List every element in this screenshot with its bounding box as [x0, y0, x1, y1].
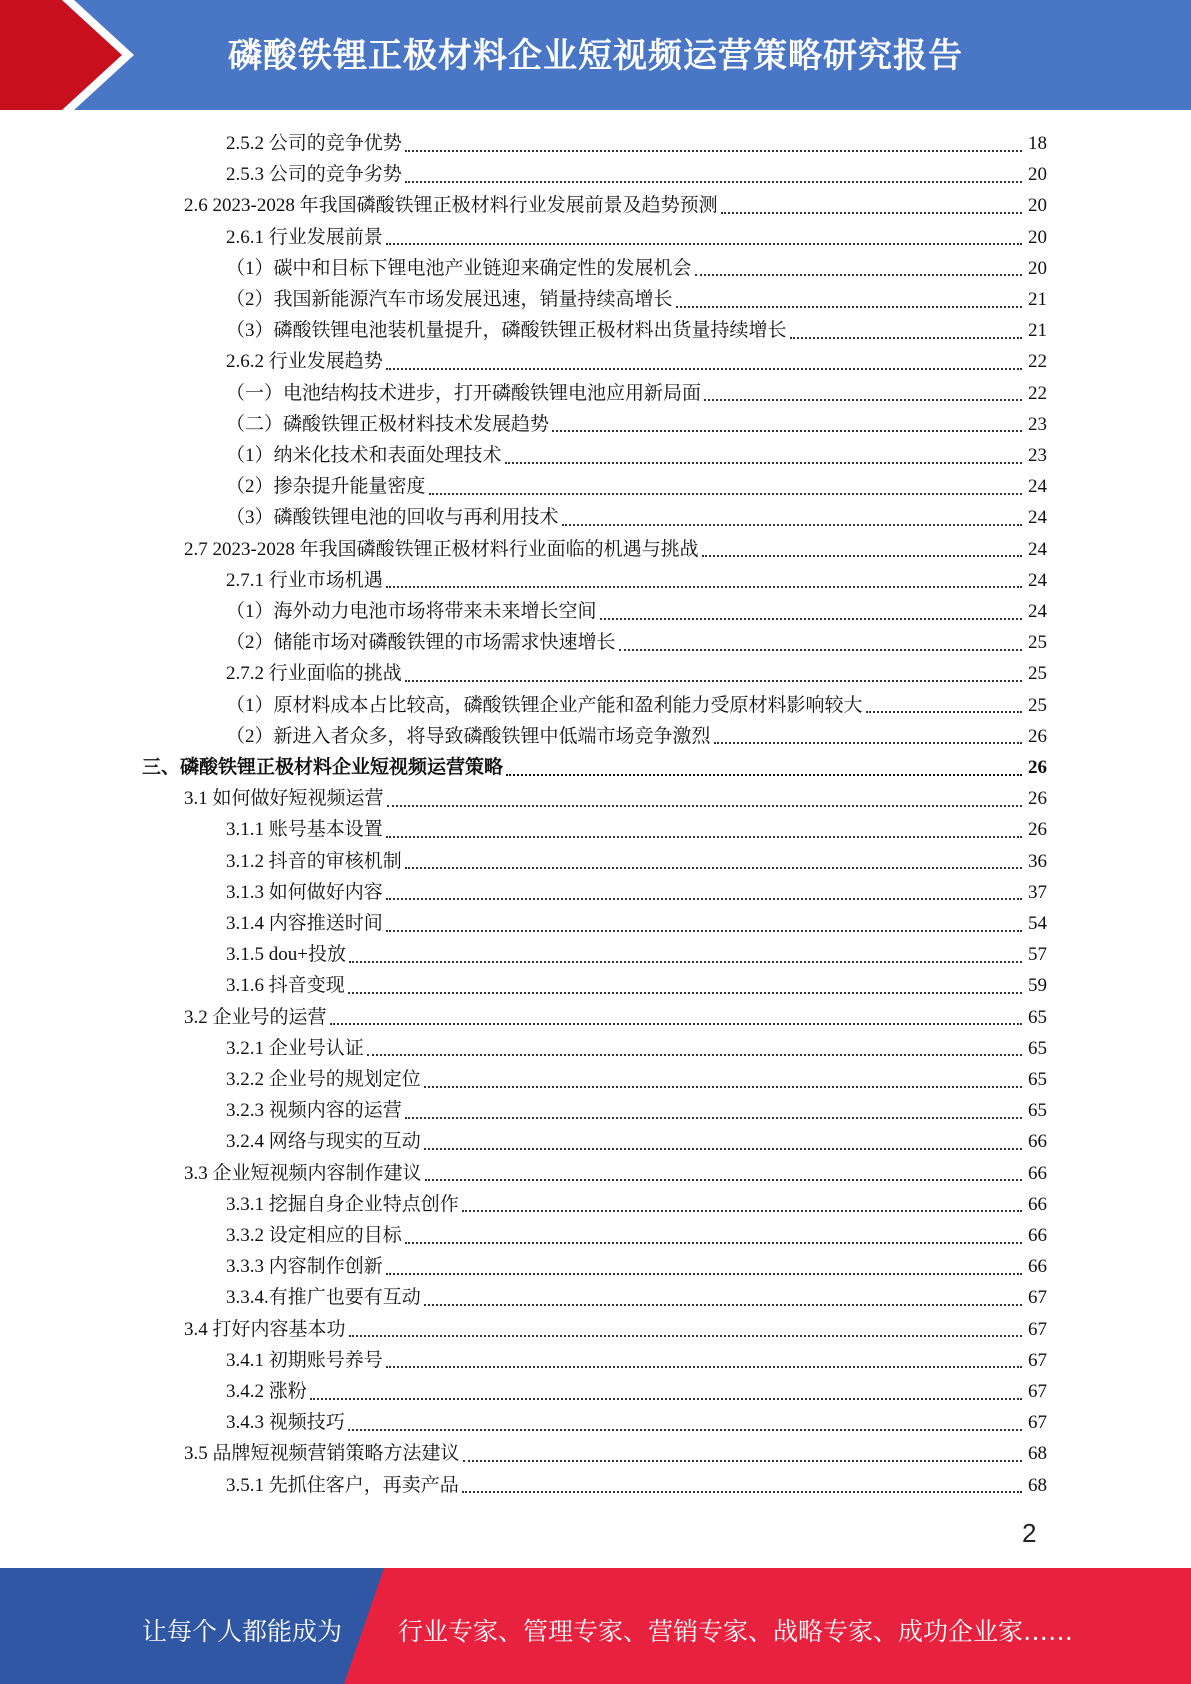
toc-entry-page: 20 — [1028, 257, 1047, 279]
toc-entry[interactable] — [184, 1002, 1047, 1033]
toc-entry[interactable] — [226, 721, 1047, 752]
report-title: 磷酸铁锂正极材料企业短视频运营策略研究报告 — [228, 36, 963, 76]
toc-entry-title: 2.6 2023-2028 年我国磷酸铁锂正极材料行业发展前景及趋势预测 — [184, 195, 718, 217]
toc-leader-dots — [424, 1148, 1022, 1150]
toc-entry-title: （2）储能市场对磷酸铁锂的市场需求快速增长 — [226, 632, 616, 654]
toc-entry-page: 65 — [1028, 1037, 1047, 1059]
header-arrow-decoration — [0, 0, 150, 110]
toc-leader-dots — [462, 1491, 1022, 1493]
toc-entry[interactable] — [184, 1314, 1047, 1345]
toc-entry-page: 66 — [1028, 1131, 1047, 1153]
toc-entry-page: 21 — [1028, 320, 1047, 342]
toc-entry[interactable] — [226, 565, 1047, 596]
toc-entry-title: 3.2.3 视频内容的运营 — [226, 1100, 402, 1122]
toc-leader-dots — [506, 774, 1022, 776]
toc-entry-title: 3.3.3 内容制作创新 — [226, 1256, 383, 1278]
toc-entry-page: 67 — [1028, 1349, 1047, 1371]
toc-entry[interactable] — [226, 1407, 1047, 1438]
toc-entry[interactable] — [226, 253, 1047, 284]
toc-entry-title: 3.2.4 网络与现实的互动 — [226, 1131, 421, 1153]
toc-entry[interactable] — [226, 1220, 1047, 1251]
toc-leader-dots — [463, 1460, 1022, 1462]
toc-entry-title: （2）我国新能源汽车市场发展迅速，销量持续高增长 — [226, 289, 673, 310]
toc-entry-page: 57 — [1028, 944, 1047, 966]
toc-entry-title: 3.1 如何做好短视频运营 — [184, 788, 384, 810]
toc-entry[interactable] — [226, 1095, 1047, 1126]
toc-leader-dots — [405, 1117, 1022, 1119]
toc-entry-page: 26 — [1028, 725, 1047, 747]
toc-entry-title: 3.4 打好内容基本功 — [184, 1318, 346, 1340]
toc-entry[interactable] — [226, 315, 1047, 346]
toc-entry-title: 3.1.1 账号基本设置 — [226, 819, 383, 841]
toc-entry[interactable] — [226, 690, 1047, 721]
toc-entry[interactable] — [226, 939, 1047, 970]
toc-leader-dots — [721, 212, 1022, 214]
page-number: 2 — [1022, 1518, 1037, 1548]
toc-leader-dots — [386, 243, 1022, 245]
toc-entry[interactable] — [226, 284, 1047, 315]
toc-leader-dots — [405, 150, 1022, 152]
toc-leader-dots — [386, 898, 1022, 900]
toc-entry-title: （2）新进入者众多，将导致磷酸铁锂中低端市场竞争激烈 — [226, 725, 711, 747]
toc-entry-title: 3.4.3 视频技巧 — [226, 1412, 345, 1434]
toc-leader-dots — [676, 306, 1022, 308]
toc-leader-dots — [619, 649, 1022, 651]
toc-entry-title: 三、磷酸铁锂正极材料企业短视频运营策略 — [142, 757, 504, 778]
toc-entry[interactable] — [184, 190, 1047, 221]
toc-entry-page: 20 — [1028, 164, 1047, 186]
toc-leader-dots — [349, 961, 1022, 963]
toc-entry-page: 23 — [1028, 413, 1047, 435]
toc-entry[interactable] — [226, 877, 1047, 908]
footer-slogan-right: 行业专家、管理专家、营销专家、战略专家、成功企业家…… — [398, 1617, 1074, 1646]
toc-entry-title: （1）海外动力电池市场将带来未来增长空间 — [226, 601, 597, 622]
toc-entry-title: （1）原材料成本占比较高，磷酸铁锂企业产能和盈利能力受原材料影响较大 — [226, 694, 863, 716]
toc-entry-page: 26 — [1028, 819, 1047, 841]
toc-entry[interactable] — [226, 471, 1047, 502]
toc-entry-page: 23 — [1028, 445, 1047, 466]
toc-leader-dots — [386, 586, 1022, 588]
toc-entry[interactable] — [226, 1126, 1047, 1157]
toc-entry-page: 24 — [1028, 569, 1047, 591]
toc-entry-title: （1）纳米化技术和表面处理技术 — [226, 445, 502, 466]
toc-entry-page: 66 — [1028, 1225, 1047, 1246]
toc-leader-dots — [462, 1210, 1022, 1212]
toc-entry-title: 3.3 企业短视频内容制作建议 — [184, 1162, 422, 1184]
toc-leader-dots — [600, 618, 1022, 620]
toc-entry-page: 21 — [1028, 289, 1047, 310]
toc-entry[interactable] — [226, 846, 1047, 877]
toc-entry-page: 67 — [1028, 1381, 1047, 1402]
toc-entry-title: 3.1.6 抖音变现 — [226, 975, 345, 997]
toc-leader-dots — [866, 711, 1022, 713]
toc-entry-title: 3.1.4 内容推送时间 — [226, 913, 383, 934]
toc-entry[interactable] — [226, 814, 1047, 845]
toc-entry[interactable] — [226, 627, 1047, 658]
toc-entry-page: 65 — [1028, 1100, 1047, 1122]
footer-slogan-left: 让每个人都能成为 — [142, 1617, 343, 1646]
toc-entry[interactable] — [184, 1438, 1047, 1469]
toc-entry[interactable] — [226, 346, 1047, 377]
toc-leader-dots — [562, 524, 1022, 526]
toc-entry[interactable] — [226, 1033, 1047, 1064]
toc-leader-dots — [386, 930, 1022, 932]
toc-entry-title: 3.2 企业号的运营 — [184, 1006, 327, 1028]
toc-entry-title: 2.6.1 行业发展前景 — [226, 226, 383, 248]
toc-entry[interactable] — [226, 378, 1047, 409]
toc-entry-page: 22 — [1028, 351, 1047, 373]
toc-entry-page: 24 — [1028, 601, 1047, 622]
toc-entry-title: 3.4.1 初期账号养号 — [226, 1349, 383, 1371]
toc-entry-page: 20 — [1028, 195, 1047, 217]
toc-entry-title: 3.2.2 企业号的规划定位 — [226, 1069, 421, 1090]
toc-entry[interactable] — [184, 783, 1047, 814]
toc-entry-title: 2.6.2 行业发展趋势 — [226, 351, 383, 373]
toc-leader-dots — [704, 399, 1022, 401]
toc-entry-page: 26 — [1028, 757, 1047, 778]
toc-leader-dots — [386, 836, 1022, 838]
page-header — [0, 0, 1191, 110]
toc-leader-dots — [405, 1242, 1022, 1244]
toc-entry-title: （2）掺杂提升能量密度 — [226, 476, 426, 498]
toc-leader-dots — [790, 337, 1022, 339]
toc-entry-page: 22 — [1028, 382, 1047, 404]
toc-entry-title: 3.4.2 涨粉 — [226, 1381, 307, 1402]
toc-leader-dots — [405, 680, 1022, 682]
page-footer — [0, 1568, 1191, 1684]
toc-entry[interactable] — [226, 1251, 1047, 1282]
toc-leader-dots — [367, 1054, 1022, 1056]
toc-entry-page: 26 — [1028, 788, 1047, 810]
toc-entry-page: 67 — [1028, 1412, 1047, 1434]
toc-entry-page: 59 — [1028, 975, 1047, 997]
toc-leader-dots — [695, 274, 1022, 276]
toc-entry-title: 3.1.3 如何做好内容 — [226, 881, 383, 903]
toc-leader-dots — [310, 1398, 1022, 1400]
toc-entry-page: 54 — [1028, 913, 1047, 934]
toc-entry-page: 24 — [1028, 476, 1047, 498]
toc-entry-page: 67 — [1028, 1287, 1047, 1309]
toc-leader-dots — [386, 1366, 1022, 1368]
toc-entry[interactable] — [226, 970, 1047, 1001]
toc-entry-page: 66 — [1028, 1256, 1047, 1278]
toc-entry-title: （一）电池结构技术进步，打开磷酸铁锂电池应用新局面 — [226, 382, 702, 404]
toc-entry[interactable] — [142, 752, 1047, 783]
toc-entry-page: 68 — [1028, 1474, 1047, 1496]
toc-leader-dots — [405, 867, 1022, 869]
toc-leader-dots — [349, 1335, 1022, 1337]
toc-entry[interactable] — [226, 1376, 1047, 1407]
toc-entry[interactable] — [226, 1470, 1047, 1501]
toc-entry-title: 2.7.1 行业市场机遇 — [226, 569, 383, 591]
toc-entry[interactable] — [226, 1345, 1047, 1376]
toc-entry[interactable] — [184, 1158, 1047, 1189]
toc-entry[interactable] — [226, 1064, 1047, 1095]
toc-entry-title: 2.7 2023-2028 年我国磷酸铁锂正极材料行业面临的机遇与挑战 — [184, 538, 699, 560]
toc-entry-title: 3.1.2 抖音的审核机制 — [226, 850, 402, 872]
toc-entry-title: 3.3.2 设定相应的目标 — [226, 1225, 402, 1246]
toc-leader-dots — [386, 368, 1022, 370]
toc-entry-title: 3.3.1 挖掘自身企业特点创作 — [226, 1193, 459, 1215]
toc-entry-page: 20 — [1028, 226, 1047, 248]
toc-entry-title: 2.5.3 公司的竞争劣势 — [226, 164, 402, 186]
toc-entry-title: 2.7.2 行业面临的挑战 — [226, 663, 402, 685]
toc-entry-page: 68 — [1028, 1443, 1047, 1465]
toc-leader-dots — [386, 1273, 1022, 1275]
toc-leader-dots — [505, 462, 1022, 464]
toc-leader-dots — [702, 555, 1022, 557]
toc-entry-page: 37 — [1028, 881, 1047, 903]
toc-entry-title: 3.1.5 dou+投放 — [226, 944, 346, 966]
toc-entry-page: 67 — [1028, 1318, 1047, 1340]
toc-entry-title: （3）磷酸铁锂电池的回收与再利用技术 — [226, 507, 559, 529]
toc-entry-page: 24 — [1028, 538, 1047, 560]
toc-leader-dots — [714, 742, 1022, 744]
toc-entry[interactable] — [226, 159, 1047, 190]
toc-entry[interactable] — [226, 128, 1047, 159]
toc-leader-dots — [429, 493, 1022, 495]
toc-leader-dots — [424, 1304, 1022, 1306]
toc-entry[interactable] — [184, 534, 1047, 565]
toc-entry-page: 25 — [1028, 632, 1047, 654]
toc-entry[interactable] — [226, 409, 1047, 440]
toc-entry-page: 65 — [1028, 1006, 1047, 1028]
toc-leader-dots — [425, 1179, 1022, 1181]
toc-entry[interactable] — [226, 596, 1047, 627]
toc-entry-title: （1）碳中和目标下锂电池产业链迎来确定性的发展机会 — [226, 257, 692, 279]
toc-leader-dots — [348, 992, 1022, 994]
toc-entry-page: 36 — [1028, 850, 1047, 872]
toc-entry-title: 3.5 品牌短视频营销策略方法建议 — [184, 1443, 460, 1465]
toc-leader-dots — [424, 1086, 1022, 1088]
toc-leader-dots — [552, 430, 1022, 432]
toc-entry-page: 24 — [1028, 507, 1047, 529]
toc-leader-dots — [330, 1023, 1022, 1025]
toc-leader-dots — [387, 805, 1022, 807]
toc-entry-page: 66 — [1028, 1162, 1047, 1184]
toc-entry-page: 65 — [1028, 1069, 1047, 1090]
toc-entry-page: 66 — [1028, 1193, 1047, 1215]
toc-entry[interactable] — [226, 908, 1047, 939]
toc-entry-page: 25 — [1028, 663, 1047, 685]
toc-entry[interactable] — [226, 222, 1047, 253]
toc-entry[interactable] — [226, 1189, 1047, 1220]
toc-entry-title: 3.5.1 先抓住客户，再卖产品 — [226, 1474, 459, 1496]
toc-entry-title: 3.3.4.有推广也要有互动 — [226, 1287, 421, 1309]
toc-entry-title: （二）磷酸铁锂正极材料技术发展趋势 — [226, 413, 550, 435]
toc-entry-page: 18 — [1028, 133, 1047, 154]
toc-entry-title: 3.2.1 企业号认证 — [226, 1037, 364, 1059]
toc-entry[interactable] — [226, 502, 1047, 533]
toc-entry-page: 25 — [1028, 694, 1047, 716]
toc-entry[interactable] — [226, 440, 1047, 471]
toc-leader-dots — [348, 1429, 1022, 1431]
toc-entry[interactable] — [226, 1282, 1047, 1313]
toc-entry-title: 2.5.2 公司的竞争优势 — [226, 133, 402, 154]
toc-entry-title: （3）磷酸铁锂电池装机量提升，磷酸铁锂正极材料出货量持续增长 — [226, 320, 787, 342]
toc-leader-dots — [405, 181, 1022, 183]
toc-entry[interactable] — [226, 658, 1047, 689]
